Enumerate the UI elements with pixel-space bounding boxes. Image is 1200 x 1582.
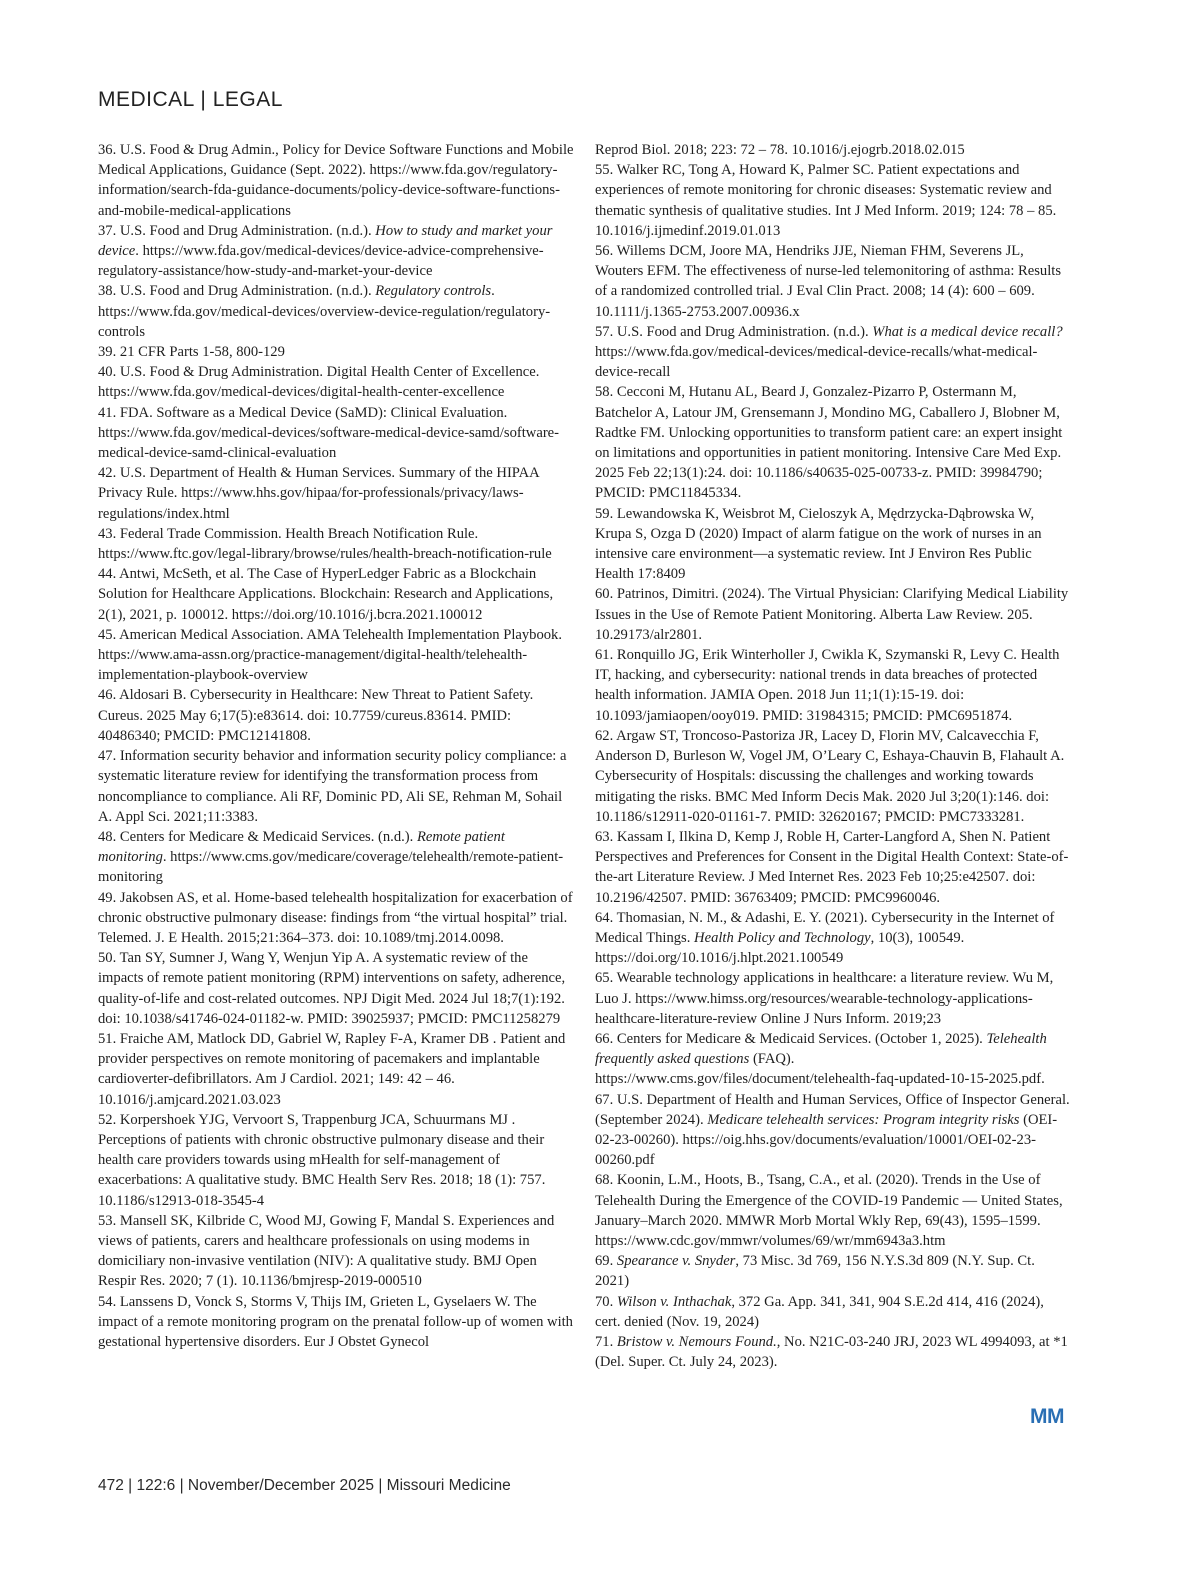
reference-text: 55. Walker RC, Tong A, Howard K, Palmer SC. Patient expectations and experiences of remote monitoring for chronic diseases: Systematic review and thematic synthesis of qualitative studies. Int J Med Inform. 2019; 124: 78 – 85. 10.1016/j.ijmedinf.2019.01.013 bbox=[595, 162, 1057, 239]
reference-text: https://www.fda.gov/medical-devices/medical-device-recalls/what-medical-device-recall bbox=[595, 344, 1038, 381]
reference-entry bbox=[595, 908, 1071, 969]
reference-text: 40. U.S. Food & Drug Administration. Digital Health Center of Excellence. https://www.fda.gov/medical-devices/digital-health-center-excellence bbox=[98, 364, 540, 401]
reference-text: 62. Argaw ST, Troncoso-Pastoriza JR, Lacey D, Florin MV, Calcavecchia F, Anderson D, Burleson W, Vogel JM, O’Leary C, Eshaya-Chauvin B, Flahault A. Cybersecurity of Hospitals: discussing the challenges and working towards mitigating the risks. BMC Med Inform Decis Mak. 2020 Jul 3;20(1):146. doi: 10.1186/s12911-020-01161-7. PMID: 32620167; PMCID: PMC7333281. bbox=[595, 727, 1065, 825]
reference-text: 38. U.S. Food and Drug Administration. (n.d.). bbox=[98, 283, 376, 300]
reference-italic-title: Spearance v. Snyder bbox=[616, 1253, 736, 1270]
reference-text: 44. Antwi, McSeth, et al. The Case of HyperLedger Fabric as a Blockchain Solution for Healthcare Applications. Blockchain: Research and Applications, 2(1), 2021, p. 100012. https://doi.org/10.1016/j.bcra.2021.100012 bbox=[98, 566, 554, 623]
reference-text: , 73 Misc. 3d 769, 156 N.Y.S.3d 809 (N.Y. Sup. Ct. 2021) bbox=[595, 1253, 1035, 1290]
reference-entry bbox=[595, 160, 1071, 241]
reference-entry bbox=[98, 1110, 574, 1211]
reference-text: 36. U.S. Food & Drug Admin., Policy for Device Software Functions and Mobile Medical Applications, Guidance (Sept. 2022). https://www.fda.gov/regulatory-information/search-fda-guidance-documents/policy-device-software-functions-and-mobile-medical-applications bbox=[98, 142, 574, 219]
reference-text: 70. bbox=[595, 1293, 617, 1310]
reference-italic-title: Remote patient monitoring bbox=[98, 828, 505, 866]
reference-text: 57. U.S. Food and Drug Administration. (n.d.). bbox=[595, 323, 873, 340]
reference-text: 61. Ronquillo JG, Erik Winterholler J, Cwikla K, Szymanski R, Levy C. Health IT, hacking, and cybersecurity: national trends in data breaches of protected health information. JAMIA Open. 2018 Jun 11;1(1):15-19. doi: 10.1093/jamiaopen/ooy019. PMID: 31984315; PMCID: PMC6951874. bbox=[595, 647, 1060, 724]
reference-italic-title: Regulatory controls bbox=[375, 283, 492, 300]
reference-entry bbox=[98, 463, 574, 524]
reference-text: . https://www.cms.gov/medicare/coverage/telehealth/remote-patient-monitoring bbox=[98, 849, 564, 886]
reference-italic-title: How to study and market your device bbox=[98, 222, 553, 260]
reference-text: 39. 21 CFR Parts 1-58, 800-129 bbox=[98, 344, 285, 361]
reference-italic-title: Health Policy and Technology bbox=[694, 929, 871, 946]
reference-entry bbox=[595, 584, 1071, 645]
reference-entry bbox=[98, 221, 574, 282]
reference-text: 56. Willems DCM, Joore MA, Hendriks JJE, Nieman FHM, Severens JL, Wouters EFM. The effectiveness of nurse-led telemonitoring of asthma: Results of a randomized controlled trial. J Eval Clin Pract. 2008; 14 (4): 600 – 609. 10.1111/j.1365-2753.2007.00936.x bbox=[595, 243, 1061, 320]
reference-entry bbox=[595, 241, 1071, 322]
reference-italic-title: What is a medical device recall? bbox=[872, 323, 1063, 340]
reference-entry bbox=[98, 625, 574, 686]
reference-text: , 372 Ga. App. 341, 341, 904 S.E.2d 414, 416 (2024), cert. denied (Nov. 19, 2024) bbox=[595, 1293, 1044, 1330]
reference-entry bbox=[98, 524, 574, 564]
reference-text: 54. Lanssens D, Vonck S, Storms V, Thijs IM, Grieten L, Gyselaers W. The impact of a remote monitoring program on the prenatal follow-up of women with gestational hypertensive disorders. Eur J Obstet Gynecol bbox=[98, 1293, 573, 1350]
reference-entry bbox=[595, 140, 1071, 160]
references-right-column bbox=[595, 140, 1071, 1372]
reference-entry bbox=[98, 1029, 574, 1110]
reference-text: 66. Centers for Medicare & Medicaid Services. (October 1, 2025). bbox=[595, 1030, 987, 1047]
reference-text: 65. Wearable technology applications in healthcare: a literature review. Wu M, Luo J. https://www.himss.org/resources/wearable-technology-applications-healthcare-literature-review Online J Nurs Inform. 2019;23 bbox=[595, 970, 1054, 1027]
reference-entry bbox=[595, 322, 1071, 383]
reference-text: 46. Aldosari B. Cybersecurity in Healthcare: New Threat to Patient Safety. Cureus. 2025 May 6;17(5):e83614. doi: 10.7759/cureus.83614. PMID: 40486340; PMCID: PMC12141808. bbox=[98, 687, 534, 744]
reference-entry bbox=[98, 140, 574, 221]
reference-text: . https://www.fda.gov/medical-devices/device-advice-comprehensive-regulatory-assistance/how-study-and-market-your-device bbox=[98, 243, 544, 280]
reference-text: 60. Patrinos, Dimitri. (2024). The Virtual Physician: Clarifying Medical Liability Issues in the Use of Remote Patient Monitoring. Alberta Law Review. 205. 10.29173/alr2801. bbox=[595, 586, 1069, 643]
reference-text: (FAQ). https://www.cms.gov/files/document/telehealth-faq-updated-10-15-2025.pdf. bbox=[595, 1051, 1045, 1088]
reference-italic-title: Telehealth frequently asked questions bbox=[595, 1030, 1047, 1068]
reference-entry bbox=[595, 382, 1071, 503]
reference-entry bbox=[98, 281, 574, 342]
page-footer: 472 | 122:6 | November/December 2025 | Missouri Medicine bbox=[98, 1477, 511, 1494]
reference-text: 59. Lewandowska K, Weisbrot M, Cieloszyk A, Mędrzycka-Dąbrowska W, Krupa S, Ozga D (2020) Impact of alarm fatigue on the work of nurses in an intensive care environment—a systematic review. Int J Environ Res Public Health 17:8409 bbox=[595, 505, 1042, 583]
reference-text: 48. Centers for Medicare & Medicaid Services. (n.d.). bbox=[98, 828, 417, 845]
reference-text: 68. Koonin, L.M., Hoots, B., Tsang, C.A., et al. (2020). Trends in the Use of Telehealth During the Emergence of the COVID-19 Pandemic — United States, January–March 2020. MMWR Morb Mortal Wkly Rep, 69(43), 1595–1599. https://www.cdc.gov/mmwr/volumes/69/wr/mm6943a3.htm bbox=[595, 1172, 1063, 1249]
reference-text: 45. American Medical Association. AMA Telehealth Implementation Playbook. https://www.ama-assn.org/practice-management/digital-health/telehealth-implementation-playbook-overview bbox=[98, 626, 562, 684]
reference-entry bbox=[98, 948, 574, 1029]
reference-entry bbox=[595, 726, 1071, 827]
reference-entry bbox=[595, 1332, 1071, 1372]
reference-text: 51. Fraiche AM, Matlock DD, Gabriel W, Rapley F-A, Kramer DB . Patient and provider perspectives on remote monitoring of pacemakers and implantable cardioverter-defibrillators. Am J Cardiol. 2021; 149: 42 – 46. 10.1016/j.amjcard.2021.03.023 bbox=[98, 1030, 566, 1108]
reference-entry bbox=[98, 1292, 574, 1353]
reference-text: 53. Mansell SK, Kilbride C, Wood MJ, Gowing F, Mandal S. Experiences and views of patients, carers and healthcare professionals on using modems in domiciliary non-invasive ventilation (NIV): A qualitative study. BMJ Open Respir Res. 2020; 7 (1). 10.1136/bmjresp-2019-000510 bbox=[98, 1212, 555, 1290]
reference-text: 41. FDA. Software as a Medical Device (SaMD): Clinical Evaluation. https://www.fda.gov/medical-devices/software-medical-device-samd/software-medical-device-samd-clinical-evaluation bbox=[98, 404, 560, 462]
reference-text: 47. Information security behavior and information security policy compliance: a systematic literature review for identifying the transformation process from noncompliance to compliance. Ali RF, Dominic PD, Ali SE, Rehman M, Sohail A. Appl Sci. 2021;11:3383. bbox=[98, 748, 567, 825]
reference-entry bbox=[98, 342, 574, 362]
reference-entry bbox=[595, 1170, 1071, 1251]
reference-entry bbox=[595, 968, 1071, 1029]
reference-entry bbox=[98, 827, 574, 888]
reference-text: , No. N21C-03-240 JRJ, 2023 WL 4994093, at *1 (Del. Super. Ct. July 24, 2023). bbox=[595, 1333, 1068, 1371]
reference-entry bbox=[98, 1211, 574, 1292]
reference-text: 64. Thomasian, N. M., & Adashi, E. Y. (2021). Cybersecurity in the Internet of Medical Things. bbox=[595, 909, 1055, 946]
reference-text: 50. Tan SY, Sumner J, Wang Y, Wenjun Yip A. A systematic review of the impacts of remote patient monitoring (RPM) interventions on safety, adherence, quality-of-life and cost-related outcomes. NPJ Digit Med. 2024 Jul 18;7(1):192. doi: 10.1038/s41746-024-01182-w. PMID: 39025937; PMCID: PMC11258279 bbox=[98, 950, 566, 1027]
reference-text: 42. U.S. Department of Health & Human Services. Summary of the HIPAA Privacy Rule. https://www.hhs.gov/hipaa/for-professionals/privacy/laws-regulations/index.html bbox=[98, 465, 539, 522]
reference-entry bbox=[98, 403, 574, 464]
section-label: MEDICAL | LEGAL bbox=[98, 88, 283, 111]
reference-text: . https://www.fda.gov/medical-devices/overview-device-regulation/regulatory-controls bbox=[98, 283, 551, 340]
reference-text: 71. bbox=[595, 1333, 617, 1350]
reference-entry bbox=[595, 827, 1071, 908]
reference-italic-title: Medicare telehealth services: Program integrity risks bbox=[707, 1111, 1020, 1128]
reference-entry bbox=[595, 1251, 1071, 1291]
reference-italic-title: Wilson v. Inthachak bbox=[616, 1293, 732, 1310]
reference-entry bbox=[98, 564, 574, 625]
reference-entry bbox=[98, 888, 574, 949]
reference-text: Reprod Biol. 2018; 223: 72 – 78. 10.1016/j.ejogrb.2018.02.015 bbox=[595, 142, 965, 158]
reference-entry bbox=[595, 504, 1071, 585]
reference-text: 49. Jakobsen AS, et al. Home-based telehealth hospitalization for exacerbation of chronic obstructive pulmonary disease: findings from “the virtual hospital” trial. Telemed. J. E Health. 2015;21:364–373. doi: 10.1089/tmj.2014.0098. bbox=[98, 889, 573, 946]
reference-entry bbox=[595, 645, 1071, 726]
reference-entry bbox=[98, 746, 574, 827]
reference-text: 67. U.S. Department of Health and Human Services, Office of Inspector General. (September 2024). bbox=[595, 1091, 1070, 1128]
reference-entry bbox=[98, 685, 574, 746]
reference-entry bbox=[98, 362, 574, 402]
reference-text: 63. Kassam I, Ilkina D, Kemp J, Roble H, Carter-Langford A, Shen N. Patient Perspectives and Preferences for Consent in the Digital Health Context: State-of-the-art Literature Review. J Med Internet Res. 2023 Feb 10;25:e42507. doi: 10.2196/42507. PMID: 36763409; PMCID: PMC9960046. bbox=[595, 828, 1069, 906]
reference-italic-title: Bristow v. Nemours Found. bbox=[616, 1333, 777, 1350]
reference-text: , 10(3), 100549. https://doi.org/10.1016/j.hlpt.2021.100549 bbox=[595, 929, 965, 967]
reference-entry bbox=[595, 1029, 1071, 1090]
reference-text: 69. bbox=[595, 1253, 617, 1270]
reference-entry bbox=[595, 1292, 1071, 1332]
reference-text: 58. Cecconi M, Hutanu AL, Beard J, Gonzalez-Pizarro P, Ostermann M, Batchelor A, Latour JM, Grensemann J, Mondino MG, Caballero J, Blobner M, Radtke FM. Unlocking opportunities to transform patient care: an expert insight on limitations and opportunities in patient monitoring. Intensive Care Med Exp. 2025 Feb 22;13(1):24. doi: 10.1186/s40635-025-00733-z. PMID: 39984790; PMCID: PMC11845334. bbox=[595, 384, 1063, 502]
reference-text: 37. U.S. Food and Drug Administration. (n.d.). bbox=[98, 222, 376, 239]
reference-text: 52. Korpershoek YJG, Vervoort S, Trappenburg JCA, Schuurmans MJ . Perceptions of patients with chronic obstructive pulmonary disease and their health care providers towards using mHealth for self-management of exacerbations: A qualitative study. BMC Health Serv Res. 2018; 18 (1): 757. 10.1186/s12913-018-3545-4 bbox=[98, 1111, 546, 1209]
reference-entry bbox=[595, 1090, 1071, 1171]
missouri-medicine-logo: MM bbox=[1030, 1405, 1064, 1428]
reference-text: (OEI-02-23-00260). https://oig.hhs.gov/documents/evaluation/10001/OEI-02-23-00260.pdf bbox=[595, 1111, 1058, 1169]
references-left-column bbox=[98, 140, 574, 1352]
reference-text: 43. Federal Trade Commission. Health Breach Notification Rule. https://www.ftc.gov/legal-library/browse/rules/health-breach-notification-rule bbox=[98, 525, 552, 563]
